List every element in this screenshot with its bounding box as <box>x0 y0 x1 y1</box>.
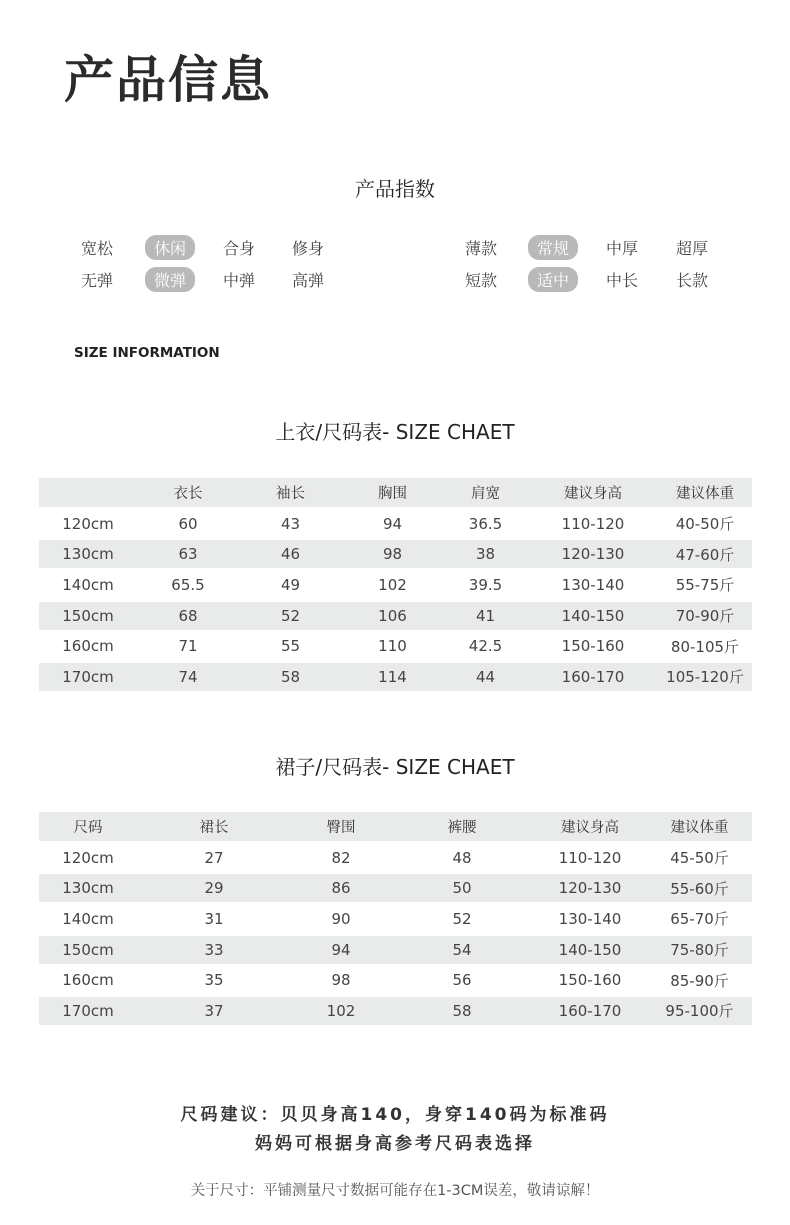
table-cell: 120cm <box>62 514 114 533</box>
table-header-cell: 裤腰 <box>391 812 533 841</box>
size-recommendation-line1: 尺码建议：贝贝身高140，身穿140码为标准码 <box>180 1105 610 1125</box>
table-row <box>39 540 752 568</box>
index-length-short: 短款 <box>465 271 498 290</box>
table-row <box>39 602 752 630</box>
top-size-table <box>39 478 752 691</box>
table-header-cell: 尺码 <box>39 812 137 841</box>
index-stretch-slight-selected: 微弹 <box>145 267 195 292</box>
table-header-cell: 肩宽 <box>443 478 528 507</box>
table-cell: 74 <box>137 663 239 691</box>
table-cell: 82 <box>331 848 351 867</box>
table-cell: 130-140 <box>561 575 625 594</box>
table-cell: 63 <box>137 540 239 568</box>
table-cell: 52 <box>239 602 342 630</box>
table-row <box>39 568 752 601</box>
table-cell: 58 <box>391 997 533 1025</box>
skirt-size-table-title: 裙子/尺码表- SIZE CHAET <box>275 755 515 779</box>
table-cell: 33 <box>137 936 291 964</box>
table-cell: 114 <box>342 663 443 691</box>
table-header-cell: 衣长 <box>137 478 239 507</box>
table-cell: 98 <box>342 540 443 568</box>
index-stretch-high: 高弹 <box>292 271 325 290</box>
table-cell: 58 <box>239 663 342 691</box>
table-cell: 170cm <box>39 997 137 1025</box>
table-row <box>39 841 752 874</box>
table-header-cell: 建议身高 <box>533 812 647 841</box>
table-header-cell: 建议体重 <box>647 812 752 841</box>
table-cell: 48 <box>452 848 472 867</box>
table-row <box>39 964 752 997</box>
table-cell: 80-105斤 <box>670 637 740 656</box>
table-cell: 55-75斤 <box>675 576 735 595</box>
index-length-midlong: 中长 <box>606 271 639 290</box>
table-row <box>39 902 752 935</box>
table-cell: 43 <box>280 514 301 533</box>
product-index-heading: 产品指数 <box>355 177 435 201</box>
table-cell: 29 <box>137 874 291 902</box>
top-size-table-title: 上衣/尺码表- SIZE CHAET <box>275 420 515 444</box>
index-length-medium-selected: 适中 <box>528 267 578 292</box>
table-cell: 130-140 <box>558 909 622 928</box>
table-cell: 120-130 <box>528 540 658 568</box>
table-cell: 120-130 <box>533 874 647 902</box>
index-fit-casual-selected: 休闲 <box>145 235 195 260</box>
table-cell: 160-170 <box>528 663 658 691</box>
table-cell: 160cm <box>62 637 114 656</box>
table-cell: 110 <box>378 637 407 656</box>
table-cell: 50 <box>391 874 533 902</box>
index-fit-regular: 合身 <box>223 239 256 258</box>
table-cell: 140-150 <box>528 602 658 630</box>
table-cell: 41 <box>443 602 528 630</box>
table-cell: 160-170 <box>533 997 647 1025</box>
skirt-size-table <box>39 812 752 1025</box>
table-cell: 40-50斤 <box>675 515 735 534</box>
table-cell: 54 <box>391 936 533 964</box>
table-header-cell: 胸围 <box>342 478 443 507</box>
table-cell: 31 <box>204 909 224 928</box>
table-cell: 102 <box>378 575 407 594</box>
table-row <box>39 874 752 902</box>
table-cell: 68 <box>137 602 239 630</box>
table-cell: 85-90斤 <box>670 971 729 990</box>
table-cell: 75-80斤 <box>647 936 752 964</box>
table-header-row <box>39 812 752 841</box>
table-cell: 140-150 <box>533 936 647 964</box>
table-row <box>39 630 752 663</box>
table-cell: 70-90斤 <box>658 602 752 630</box>
table-row <box>39 663 752 691</box>
table-cell: 110-120 <box>558 848 622 867</box>
table-row <box>39 936 752 964</box>
table-cell: 46 <box>239 540 342 568</box>
table-cell: 38 <box>443 540 528 568</box>
table-header-cell: 袖长 <box>239 478 342 507</box>
index-thickness-thin: 薄款 <box>465 239 498 258</box>
table-cell: 140cm <box>62 575 114 594</box>
size-recommendation-line2: 妈妈可根据身高参考尺码表选择 <box>255 1134 535 1154</box>
table-cell: 160cm <box>62 971 114 990</box>
table-header-cell: 裙长 <box>137 812 291 841</box>
table-row <box>39 997 752 1025</box>
table-cell: 150-160 <box>561 637 625 656</box>
page-title: 产品信息 <box>64 51 272 109</box>
table-header-cell: 建议体重 <box>658 478 752 507</box>
table-cell: 105-120斤 <box>658 663 752 691</box>
table-cell: 65.5 <box>171 575 205 594</box>
table-cell: 110-120 <box>561 514 625 533</box>
index-length-long: 长款 <box>676 271 709 290</box>
table-cell: 90 <box>331 909 351 928</box>
table-cell: 102 <box>291 997 391 1025</box>
index-stretch-medium: 中弹 <box>223 271 256 290</box>
table-cell: 71 <box>178 637 198 656</box>
table-cell: 120cm <box>62 848 114 867</box>
table-cell: 106 <box>342 602 443 630</box>
table-cell: 94 <box>291 936 391 964</box>
table-cell: 86 <box>291 874 391 902</box>
table-cell: 39.5 <box>468 575 503 594</box>
table-cell: 150cm <box>39 936 137 964</box>
table-cell: 44 <box>443 663 528 691</box>
index-thickness-regular-selected: 常规 <box>528 235 578 260</box>
table-cell: 37 <box>137 997 291 1025</box>
table-cell: 47-60斤 <box>658 540 752 568</box>
index-stretch-none: 无弹 <box>81 271 114 290</box>
table-cell: 150-160 <box>558 971 622 990</box>
table-cell: 94 <box>382 514 403 533</box>
table-cell: 130cm <box>39 874 137 902</box>
table-cell: 98 <box>331 971 351 990</box>
table-cell: 55 <box>280 637 301 656</box>
table-cell: 56 <box>452 971 472 990</box>
table-row <box>39 507 752 540</box>
table-cell: 170cm <box>39 663 137 691</box>
table-cell: 95-100斤 <box>647 997 752 1025</box>
table-cell: 65-70斤 <box>670 910 729 929</box>
table-header-row <box>39 478 752 507</box>
index-fit-loose: 宽松 <box>81 239 114 258</box>
table-cell: 35 <box>204 971 224 990</box>
table-cell: 55-60斤 <box>647 874 752 902</box>
index-fit-slim: 修身 <box>292 239 325 258</box>
table-cell: 52 <box>452 909 472 928</box>
index-thickness-medium: 中厚 <box>606 239 639 258</box>
table-cell: 49 <box>280 575 301 594</box>
table-cell: 140cm <box>62 909 114 928</box>
table-header-cell: 建议身高 <box>528 478 658 507</box>
table-cell: 36.5 <box>468 514 503 533</box>
table-cell: 27 <box>204 848 224 867</box>
table-cell: 45-50斤 <box>670 849 729 868</box>
table-cell: 150cm <box>39 602 137 630</box>
table-cell: 42.5 <box>468 637 503 656</box>
measurement-note: 关于尺寸：平铺测量尺寸数据可能存在1-3CM误差，敬请谅解！ <box>190 1183 600 1199</box>
size-information-label: SIZE INFORMATION <box>74 345 220 361</box>
table-header-cell: 臀围 <box>291 812 391 841</box>
index-thickness-thick: 超厚 <box>676 239 709 258</box>
table-header-cell <box>39 478 137 507</box>
table-cell: 130cm <box>39 540 137 568</box>
table-cell: 60 <box>178 514 198 533</box>
